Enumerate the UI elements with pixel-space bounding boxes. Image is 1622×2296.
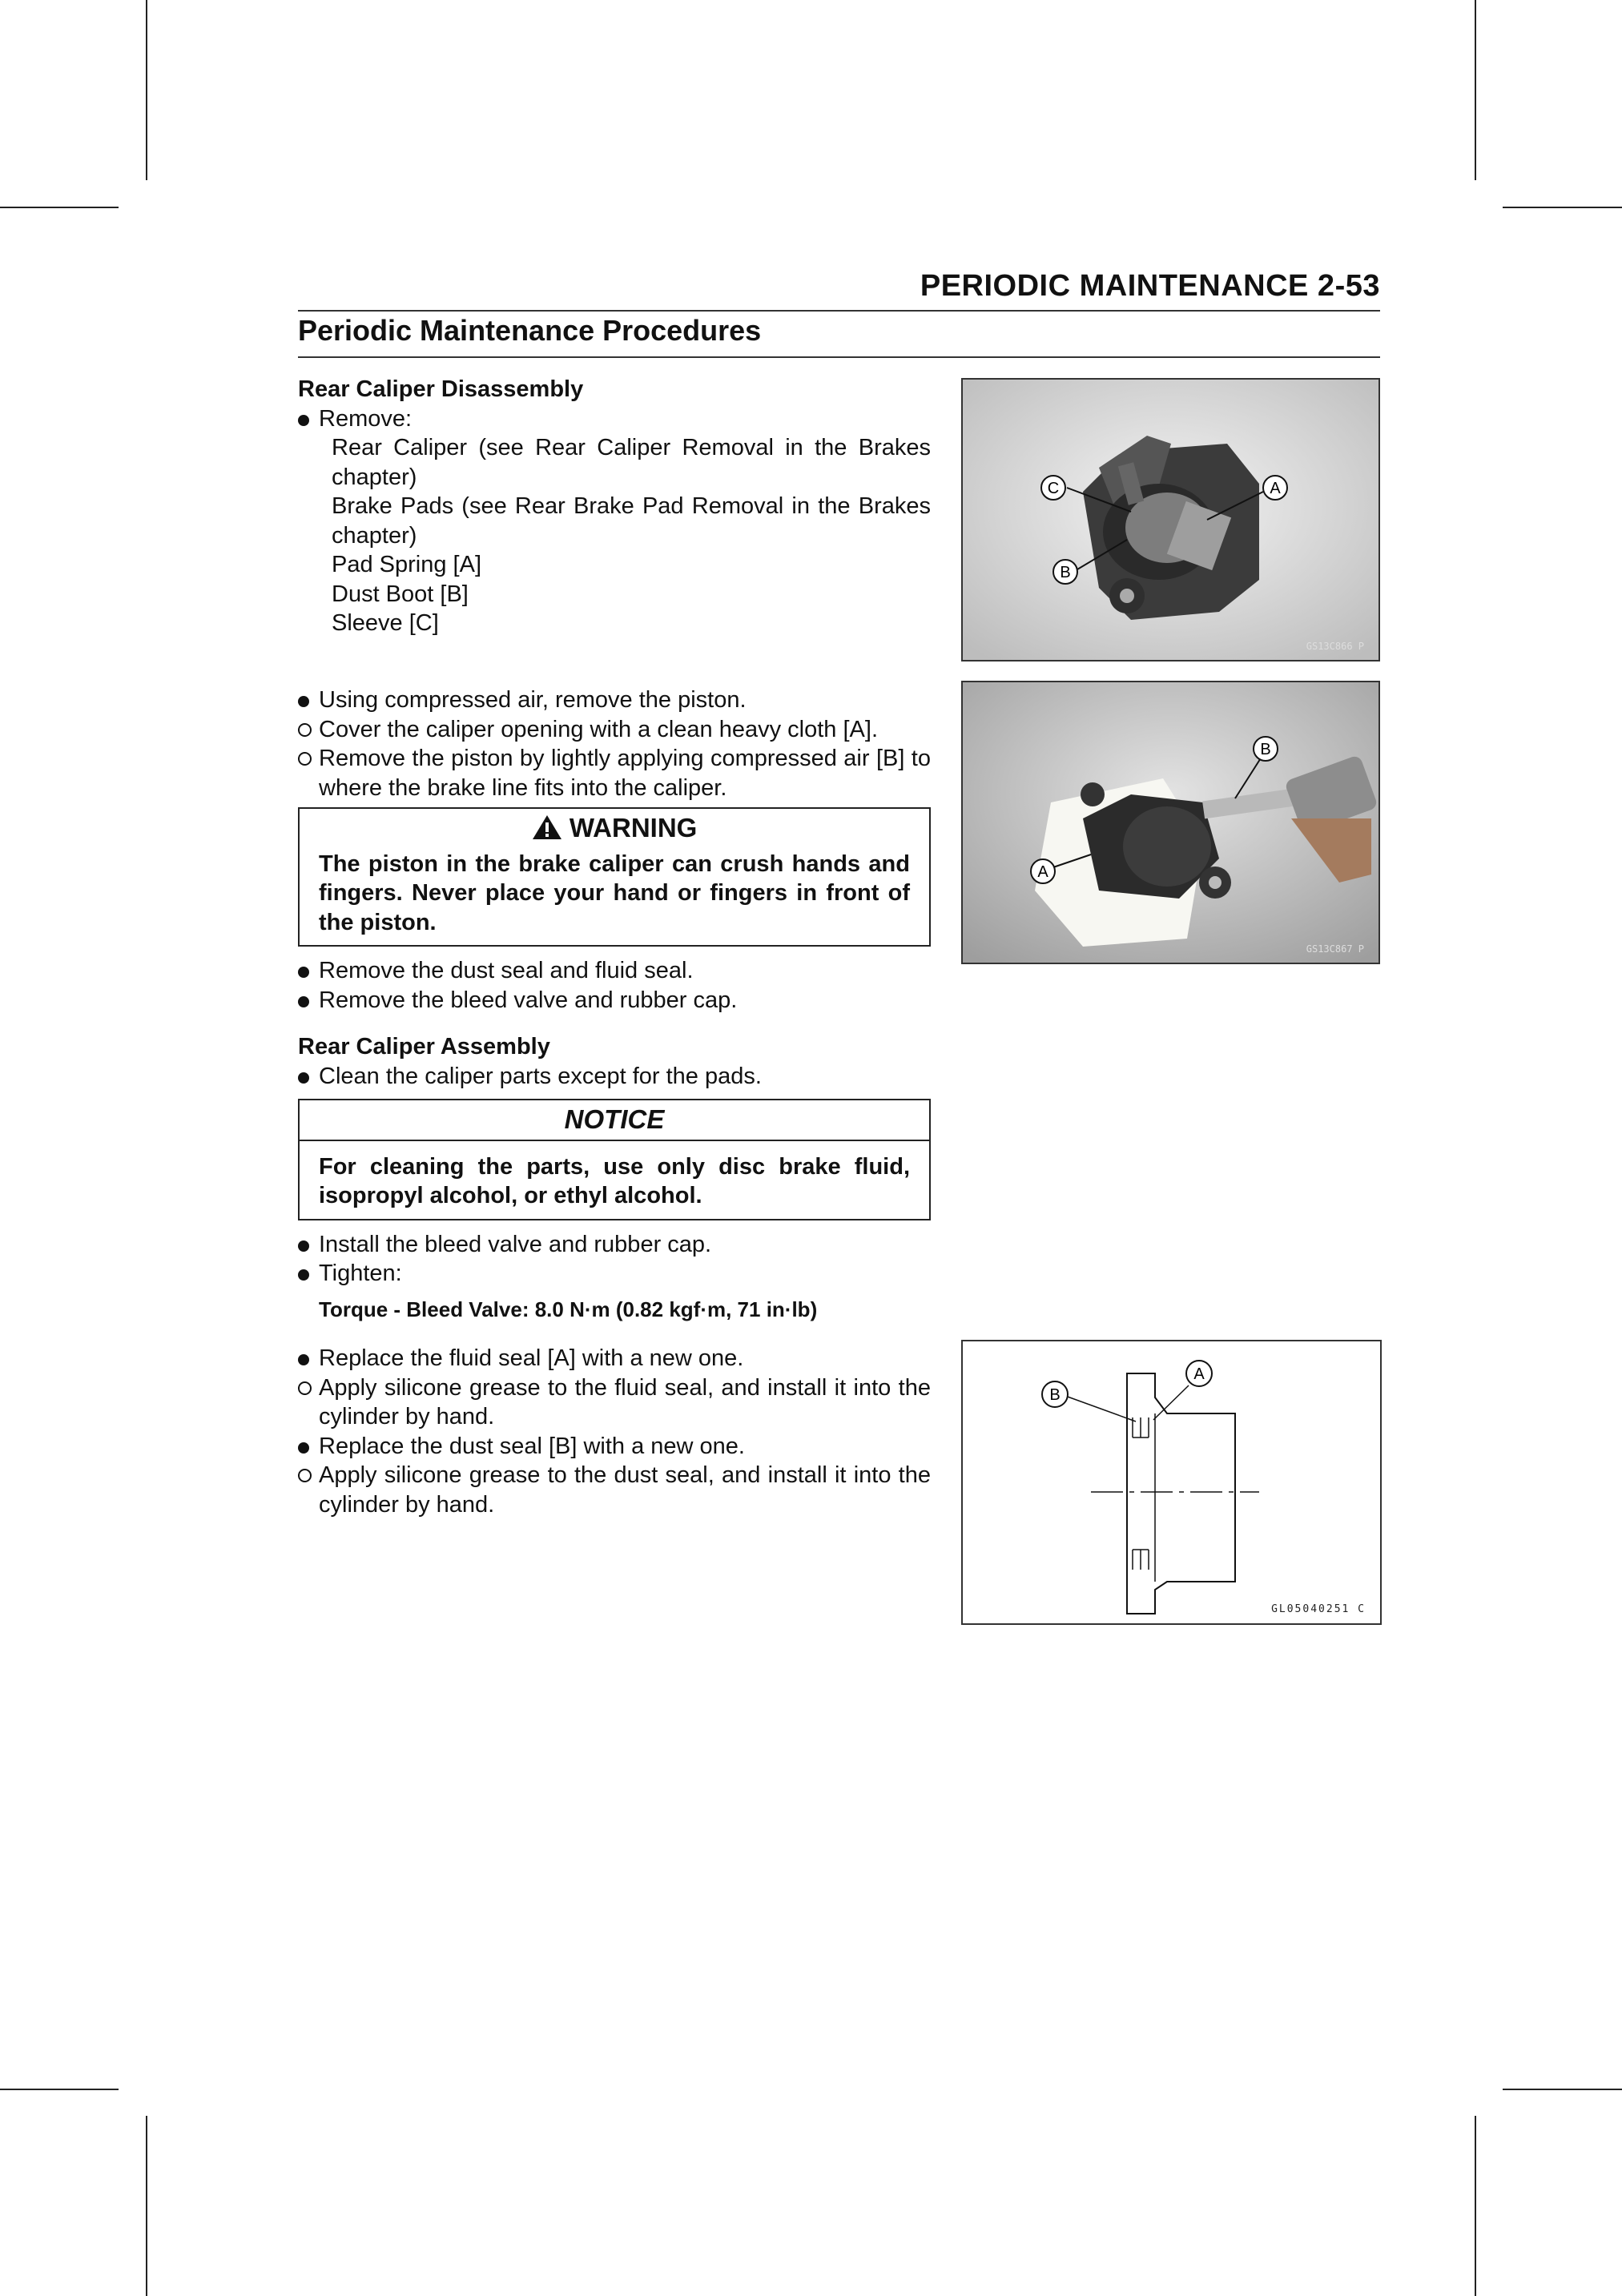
seal-install-text — [298, 1344, 931, 1519]
torque-spec: Torque - Bleed Valve: 8.0 N·m (0.82 kgf·m, 71 in·lb) — [319, 1297, 818, 1321]
procedure-step: Replace the fluid seal [A] with a new one. — [298, 1344, 931, 1373]
crop-mark — [1503, 207, 1622, 208]
piston-removal-text — [298, 686, 931, 1324]
svg-text:C: C — [1047, 480, 1060, 497]
remove-step: Remove: — [298, 404, 931, 434]
header-rule — [298, 310, 1380, 312]
figure-code: GL05040251 C — [1271, 1603, 1366, 1615]
crop-mark — [146, 0, 147, 180]
open-circle-icon — [298, 744, 312, 774]
callout-label — [1041, 476, 1065, 500]
svg-text:B: B — [1060, 564, 1071, 581]
procedure-substep: Apply silicone grease to the fluid seal, and install it into the cylinder by hand. — [298, 1373, 931, 1432]
bullet-icon — [298, 1230, 309, 1260]
bullet-icon — [298, 404, 309, 434]
disassembly-text — [298, 375, 931, 638]
remove-item: Pad Spring [A] — [332, 552, 481, 577]
svg-text:A: A — [1037, 863, 1048, 881]
svg-text:B: B — [1260, 741, 1271, 758]
crop-mark — [1475, 2116, 1476, 2296]
procedure-substep: Apply silicone grease to the dust seal, and install it into the cylinder by hand. — [298, 1461, 931, 1519]
bullet-icon — [298, 956, 309, 986]
warning-box — [298, 807, 931, 947]
figure-caliper-disassembly — [961, 378, 1380, 661]
crop-mark — [0, 207, 119, 208]
page-header-title: PERIODIC MAINTENANCE 2-53 — [920, 269, 1380, 303]
section-title: Periodic Maintenance Procedures — [298, 314, 762, 347]
warning-title: WARNING — [300, 809, 929, 845]
svg-text:A: A — [1193, 1365, 1205, 1383]
remove-item: Rear Caliper (see Rear Caliper Removal in the Brakes chapter) — [332, 435, 931, 490]
svg-text:B: B — [1049, 1386, 1061, 1404]
crop-mark — [1475, 0, 1476, 180]
warning-text: The piston in the brake caliper can crush hands and fingers. Never place your hand or fingers in front of the piston. — [319, 850, 910, 935]
figure-code: GS13C866 P — [1306, 641, 1364, 652]
callout-label — [1186, 1361, 1212, 1386]
notice-text: For cleaning the parts, use only disc brake fluid, isopropyl alcohol, or ethyl alcohol. — [319, 1153, 910, 1208]
figure-piston-removal — [961, 681, 1380, 964]
seal-cross-section-diagram — [963, 1341, 1380, 1623]
warning-triangle-icon — [532, 814, 562, 840]
notice-box — [298, 1099, 931, 1220]
callout-label — [1263, 476, 1287, 500]
bullet-icon — [298, 1432, 309, 1462]
remove-item: Brake Pads (see Rear Brake Pad Removal in the Brakes chapter) — [332, 493, 931, 549]
procedure-step: Clean the caliper parts except for the pads. — [298, 1062, 931, 1092]
callout-label — [1254, 737, 1278, 761]
figure-code: GS13C867 P — [1306, 943, 1364, 955]
open-circle-icon — [298, 1461, 312, 1490]
disassembly-heading: Rear Caliper Disassembly — [298, 376, 584, 402]
callout-label — [1031, 859, 1055, 883]
caliper-photo — [963, 380, 1378, 660]
section-rule — [298, 356, 1380, 358]
bullet-icon — [298, 1062, 309, 1092]
piston-removal-photo — [963, 682, 1378, 963]
procedure-substep: Cover the caliper opening with a clean heavy cloth [A]. — [298, 715, 931, 745]
procedure-step: Using compressed air, remove the piston. — [298, 686, 931, 715]
crop-mark — [0, 2089, 119, 2090]
bullet-icon — [298, 686, 309, 715]
procedure-step: Remove the dust seal and fluid seal. — [298, 956, 931, 986]
procedure-substep: Remove the piston by lightly applying compressed air [B] to where the brake line fits into the caliper. — [298, 744, 931, 802]
procedure-step: Install the bleed valve and rubber cap. — [298, 1230, 931, 1260]
crop-mark — [1503, 2089, 1622, 2090]
assembly-heading: Rear Caliper Assembly — [298, 1034, 550, 1060]
open-circle-icon — [298, 715, 312, 745]
crop-mark — [146, 2116, 147, 2296]
remove-item: Sleeve [C] — [332, 610, 439, 636]
open-circle-icon — [298, 1373, 312, 1403]
procedure-step: Tighten: — [298, 1259, 931, 1289]
notice-title: NOTICE — [300, 1100, 929, 1141]
callout-label — [1042, 1381, 1068, 1407]
bullet-icon — [298, 1259, 309, 1289]
procedure-step: Remove the bleed valve and rubber cap. — [298, 986, 931, 1015]
bullet-icon — [298, 1344, 309, 1373]
bullet-icon — [298, 986, 309, 1015]
svg-text:A: A — [1270, 480, 1281, 497]
figure-seal-diagram — [961, 1340, 1382, 1625]
procedure-step: Replace the dust seal [B] with a new one. — [298, 1432, 931, 1462]
callout-label — [1053, 560, 1077, 584]
remove-item: Dust Boot [B] — [332, 581, 469, 607]
